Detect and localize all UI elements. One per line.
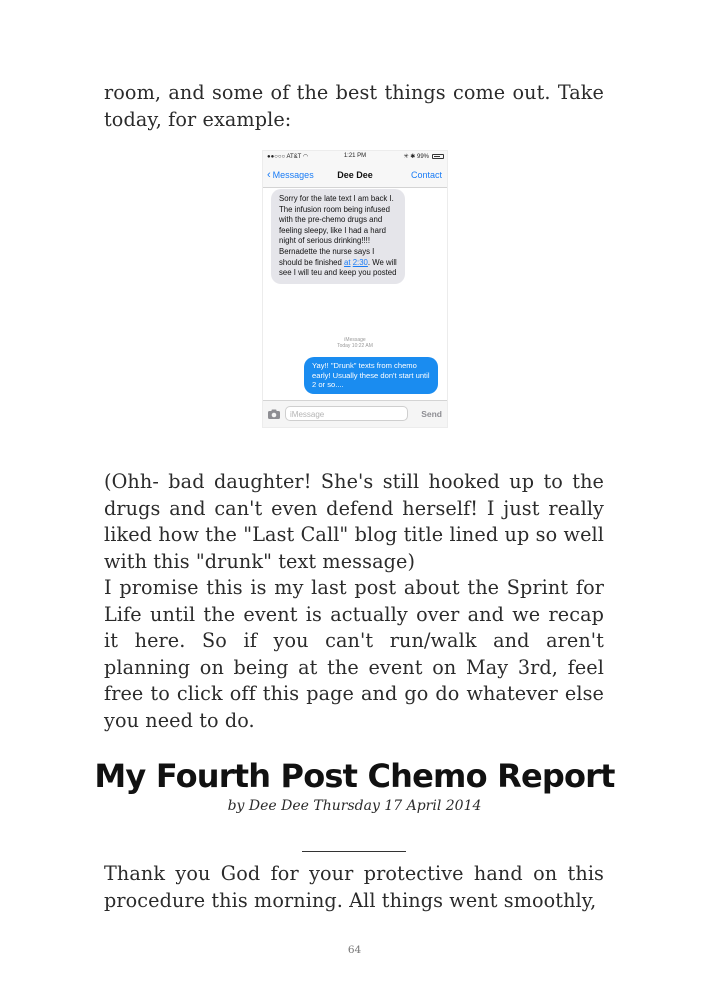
post-byline: by Dee Dee Thursday 17 April 2014 xyxy=(227,798,482,814)
promise-paragraph: I promise this is my last post about the Sprint for Life until the event is actually over and we recap it here. So if you can't run/walk and aren't planning on being at the event on May 3rd, feel free to click off this page and go do whatever else you need to do. xyxy=(104,576,604,732)
camera-icon xyxy=(267,407,281,421)
messages-nav-bar xyxy=(263,163,447,188)
intro-paragraph: room, and some of the best things come out. Take today, for example: xyxy=(104,81,604,131)
aside-paragraph: (Ohh- bad daughter! She's still hooked up to the drugs and can't even defend herself! I just really liked how the "Last Call" blog title lined up so well with this "drunk" text message) xyxy=(104,470,604,573)
message-input-bar xyxy=(263,400,447,427)
text-message-screenshot xyxy=(262,150,448,428)
page-number: 64 xyxy=(347,944,362,956)
status-time: 1:21 PM xyxy=(343,153,367,159)
incoming-text-b: . We will see I will teu and keep you posted xyxy=(279,257,397,278)
incoming-link-time: 2:30 xyxy=(352,257,368,267)
chevron-left-icon: ‹ xyxy=(267,169,271,181)
contact-button: Contact xyxy=(410,170,442,180)
incoming-link-at: at xyxy=(344,257,351,267)
imessage-input: iMessage xyxy=(285,406,408,421)
section-divider xyxy=(302,851,406,852)
phone-status-bar xyxy=(263,151,447,163)
thanks-paragraph: Thank you God for your protective hand on this procedure this morning. All things went smoothly, xyxy=(104,862,604,912)
incoming-text-a: Sorry for the late text I am back I. The infusion room being infused with the pre-chemo drugs and feeling sleepy, like I had a hard night of serious drinking!!!! Bernadette the nurse says I should be finished xyxy=(279,194,394,267)
post-title: My Fourth Post Chemo Report xyxy=(94,757,615,795)
back-label: Messages xyxy=(272,170,314,180)
status-carrier: ●●○○○ AT&T ◠ xyxy=(267,154,309,160)
meta-time: Today 10:22 AM xyxy=(337,343,373,349)
status-right: ✳ ✱ 99% xyxy=(403,154,429,160)
message-meta xyxy=(263,337,447,349)
contact-name: Dee Dee xyxy=(337,170,373,180)
battery-icon xyxy=(432,154,444,159)
incoming-message-bubble xyxy=(271,189,405,284)
outgoing-message-bubble: Yay!! "Drunk" texts from chemo early! Usually these don't start until 2 or so.... xyxy=(304,357,438,394)
meta-label: iMessage xyxy=(344,337,366,343)
send-button: Send xyxy=(421,409,442,419)
